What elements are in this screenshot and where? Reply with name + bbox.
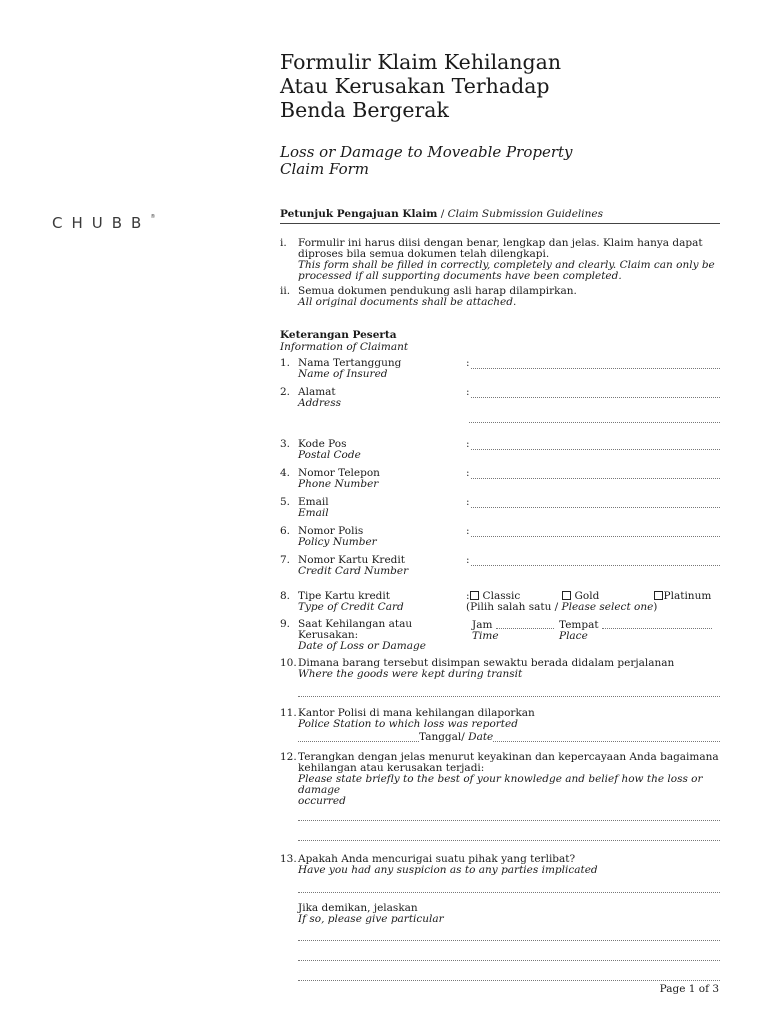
phone-number-input[interactable] [471, 468, 720, 479]
label-id: Kode Pos [298, 438, 347, 450]
claimant-fields [280, 358, 720, 981]
question-id: kehilangan atau kerusakan terjadi: [298, 762, 485, 774]
question-en: Please state briefly to the best of your knowledge and belief how the loss or damage [298, 773, 703, 796]
field-number: 10. [280, 657, 297, 669]
name-of-insured-input[interactable] [471, 358, 720, 369]
field-label [298, 387, 466, 409]
guideline-text-id: Formulir ini harus diisi dengan benar, lengkap dan jelas. Klaim hanya dapat [298, 237, 703, 249]
guideline-item [280, 286, 720, 308]
guidelines-heading-id: Petunjuk Pengajuan Klaim [280, 208, 438, 220]
field-number: 11. [280, 707, 297, 719]
guidelines-list [280, 238, 720, 308]
particulars-input-line-2[interactable] [298, 950, 720, 961]
credit-card-number-input[interactable] [471, 555, 720, 566]
address-input[interactable] [471, 387, 720, 398]
form-subtitle [280, 144, 720, 178]
colon: : [466, 386, 470, 398]
field-label [298, 358, 466, 380]
guidelines-heading [280, 208, 720, 224]
form-content [280, 50, 720, 981]
title-line: Benda Bergerak [280, 98, 449, 122]
label-en: Phone Number [298, 478, 379, 490]
time-field [472, 619, 559, 652]
logo-registered-mark: ® [150, 214, 156, 220]
guideline-item [280, 238, 720, 282]
colon: : [466, 525, 470, 537]
particulars-input-line-1[interactable] [298, 930, 720, 941]
form-title [280, 50, 720, 122]
label-id: Email [298, 496, 329, 508]
claimant-section-title: Keterangan Peserta [280, 329, 397, 341]
police-station-row [298, 732, 720, 743]
question-13 [280, 854, 720, 876]
checkbox-icon[interactable] [470, 591, 479, 600]
colon: : [466, 590, 470, 602]
follow-up-question [298, 903, 720, 925]
guideline-text-en: This form shall be filled in correctly, completely and clearly. Claim can only be [298, 259, 715, 271]
email-input[interactable] [471, 497, 720, 508]
label-en: Policy Number [298, 536, 377, 548]
place-input[interactable] [602, 619, 712, 629]
label-en: Type of Credit Card [298, 601, 404, 613]
follow-up-id: Jika demikan, jelaskan [298, 902, 418, 914]
place-field [559, 619, 720, 652]
checkbox-icon[interactable] [562, 591, 571, 600]
field-label [298, 439, 466, 461]
follow-up-en: If so, please give particular [298, 913, 444, 925]
label-en: Date of Loss or Damage [298, 640, 426, 652]
label-id: Nomor Polis [298, 525, 364, 537]
option-label: Gold [574, 590, 600, 602]
card-type-options [466, 591, 720, 613]
subtitle-line: Loss or Damage to Moveable Property [280, 143, 573, 161]
label-id: Tipe Kartu kredit [298, 590, 390, 602]
chubb-logo [52, 214, 155, 232]
question-id: Kantor Polisi di mana kehilangan dilaporkan [298, 707, 535, 719]
policy-number-input[interactable] [471, 526, 720, 537]
place-label-en: Place [559, 630, 588, 642]
label-id: Nomor Telepon [298, 467, 380, 479]
guideline-text-id: diproses bila semua dokumen telah dilengkapi. [298, 248, 550, 260]
field-label [298, 526, 466, 548]
label-id: Nomor Kartu Kredit [298, 554, 405, 566]
loss-description-input-line-1[interactable] [298, 810, 720, 821]
question-text [298, 752, 720, 807]
field-label [298, 468, 466, 490]
question-en: Police Station to which loss was reported [298, 718, 518, 730]
question-text [298, 854, 598, 876]
field-phone-number [280, 468, 720, 490]
colon: : [466, 438, 470, 450]
field-number: 12. [280, 751, 297, 763]
question-12 [280, 752, 720, 807]
particulars-input-line-3[interactable] [298, 970, 720, 981]
option-label: Classic [482, 590, 521, 602]
question-text [298, 708, 535, 730]
title-line: Formulir Klaim Kehilangan [280, 50, 562, 74]
guideline-number: ii. [280, 285, 291, 297]
field-number: 7. [280, 554, 291, 566]
field-label [298, 591, 466, 613]
card-type-hint-close: ) [653, 601, 658, 613]
field-policy-number [280, 526, 720, 548]
field-credit-card-number [280, 555, 720, 577]
label-en: Postal Code [298, 449, 361, 461]
label-id: Saat Kehilangan atau Kerusakan: [298, 618, 413, 641]
field-label [298, 555, 466, 577]
label-en: Address [298, 397, 342, 409]
colon: : [466, 496, 470, 508]
field-address [280, 387, 720, 409]
loss-description-input-line-2[interactable] [298, 830, 720, 841]
field-label [298, 497, 466, 519]
question-id: Apakah Anda mencurigai suatu pihak yang terlibat? [298, 853, 576, 865]
question-11 [280, 708, 720, 730]
field-number: 2. [280, 386, 291, 398]
field-credit-card-type [280, 591, 720, 613]
option-label: Platinum [663, 590, 712, 602]
question-id: Dimana barang tersebut disimpan sewaktu berada didalam perjalanan [298, 657, 675, 669]
guideline-text-en: All original documents shall be attached. [298, 296, 517, 308]
colon: : [466, 554, 470, 566]
question-en: Have you had any suspicion as to any parties implicated [298, 864, 598, 876]
logo-text: CHUBB [52, 214, 151, 232]
label-id: Alamat [298, 386, 336, 398]
guideline-number: i. [280, 237, 287, 249]
goods-location-input[interactable] [298, 686, 720, 697]
field-name-of-insured [280, 358, 720, 380]
guidelines-heading-en: Claim Submission Guidelines [447, 208, 604, 220]
report-date-input[interactable] [493, 732, 720, 742]
question-10 [280, 658, 720, 680]
colon: : [466, 357, 470, 369]
field-number: 8. [280, 590, 291, 602]
place-label-id: Tempat [559, 619, 599, 631]
field-number: 3. [280, 438, 291, 450]
checkbox-icon[interactable] [654, 591, 663, 600]
field-email [280, 497, 720, 519]
police-station-input[interactable] [298, 732, 419, 742]
field-label [298, 619, 472, 652]
colon: : [466, 467, 470, 479]
date-label-id: Tanggal/ [419, 731, 469, 743]
guideline-text-en: processed if all supporting documents have been completed. [298, 270, 622, 282]
question-text [298, 658, 674, 680]
suspicion-input[interactable] [298, 882, 720, 893]
field-date-of-loss [280, 619, 720, 652]
postal-code-input[interactable] [471, 439, 720, 450]
time-label-id: Jam [472, 619, 493, 631]
question-en: Where the goods were kept during transit [298, 668, 523, 680]
question-id: Terangkan dengan jelas menurut keyakinan dan kepercayaan Anda bagaimana [298, 751, 719, 763]
field-number: 9. [280, 618, 291, 630]
card-type-hint-en: Please select one [561, 601, 654, 613]
title-line: Atau Kerusakan Terhadap [280, 74, 550, 98]
time-label-en: Time [472, 630, 499, 642]
label-en: Email [298, 507, 329, 519]
field-postal-code [280, 439, 720, 461]
time-input[interactable] [496, 619, 554, 629]
label-id: Nama Tertanggung [298, 357, 402, 369]
question-en: occurred [298, 795, 346, 807]
label-en: Name of Insured [298, 368, 388, 380]
heading-separator: / [437, 208, 448, 220]
card-type-hint-id: (Pilih salah satu / [466, 601, 562, 613]
address-input-line-2[interactable] [469, 412, 720, 423]
date-label-en: Date [468, 731, 494, 743]
field-number: 13. [280, 853, 297, 865]
field-number: 4. [280, 467, 291, 479]
option-platinum[interactable] [654, 591, 712, 602]
field-number: 6. [280, 525, 291, 537]
field-number: 5. [280, 496, 291, 508]
subtitle-line: Claim Form [280, 160, 370, 178]
page-number: Page 1 of 3 [659, 983, 719, 995]
claimant-section-subtitle: Information of Claimant [280, 341, 409, 353]
guideline-text-id: Semua dokumen pendukung asli harap dilampirkan. [298, 285, 577, 297]
field-number: 1. [280, 357, 291, 369]
label-en: Credit Card Number [298, 565, 409, 577]
